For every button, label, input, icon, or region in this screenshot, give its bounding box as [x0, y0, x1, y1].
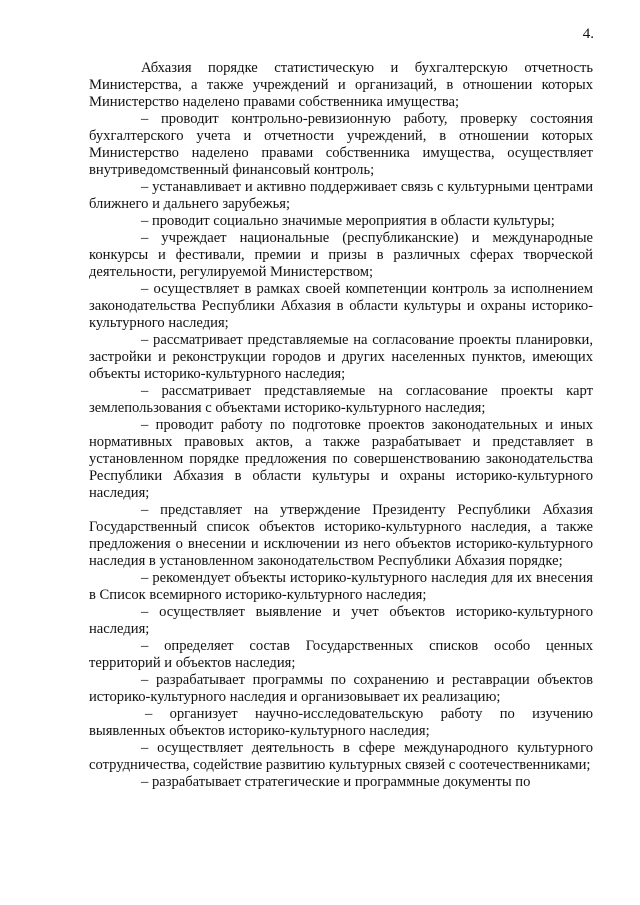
list-item-legal-control: – осуществляет в рамках своей компетенции контроль за исполнением законодательства Республики Абхазия в области культуры и охраны историко-культурного наследия; [89, 281, 593, 331]
list-item-city-planning: – рассматривает представляемые на согласование проекты планировки, застройки и реконструкции городов и других населенных пунктов, имеющих объекты историко-культурного наследия; [89, 332, 593, 382]
document-body [89, 60, 593, 791]
list-item-strategy: – разрабатывает стратегические и программные документы по [141, 774, 531, 790]
list-item-research: – организует научно-исследовательскую работу по изучению выявленных объектов историко-культурного наследия; [89, 706, 593, 739]
list-item-international: – осуществляет деятельность в сфере международного культурного сотрудничества, содействие развитию культурных связей с соотечественниками; [89, 740, 593, 773]
page-number: 4. [582, 26, 594, 42]
list-item-legislation: – проводит работу по подготовке проектов законодательных и иных нормативных правовых актов, а также разрабатывает и представляет в установленном порядке предложения по совершенствованию законодательства Республики Абхазия в области культуры и охраны историко-культурного наследия; [89, 417, 593, 501]
list-item-world-heritage: – рекомендует объекты историко-культурного наследия для их внесения в Список всемирного историко-культурного наследия; [89, 570, 593, 603]
list-item-foreign-centers: – устанавливает и активно поддерживает связь с культурными центрами ближнего и дальнего зарубежья; [89, 179, 593, 212]
paragraph-intro: Абхазия порядке статистическую и бухгалтерскую отчетность Министерства, а также учреждений и организаций, в отношении которых Министерство наделено правами собственника имущества; [89, 60, 593, 110]
list-item-registration: – осуществляет выявление и учет объектов историко-культурного наследия; [89, 604, 593, 637]
list-item-restoration: – разрабатывает программы по сохранению и реставрации объектов историко-культурного наследия и организовывает их реализацию; [89, 672, 593, 705]
list-item-special-lists: – определяет состав Государственных списков особо ценных территорий и объектов наследия; [89, 638, 593, 671]
list-item-land-maps: – рассматривает представляемые на согласование проекты карт землепользования с объектами историко-культурного наследия; [89, 383, 593, 416]
list-item-events: – проводит социально значимые мероприятия в области культуры; [141, 213, 555, 229]
list-item-audit: – проводит контрольно-ревизионную работу, проверку состояния бухгалтерского учета и отчетности учреждений, в отношении которых Министерство наделено правами собственника имущества, осуществляет внутриведомственный финансовый контроль; [89, 111, 593, 178]
list-item-state-list: – представляет на утверждение Президенту Республики Абхазия Государственный список объектов историко-культурного наследия, а также предложения о внесении и исключении из него объектов историко-культурного наследия в установленном законодательством Республики Абхазия порядке; [89, 502, 593, 569]
list-item-contests: – учреждает национальные (республиканские) и международные конкурсы и фестивали, премии и призы в различных сферах творческой деятельности, регулируемой Министерством; [89, 230, 593, 280]
